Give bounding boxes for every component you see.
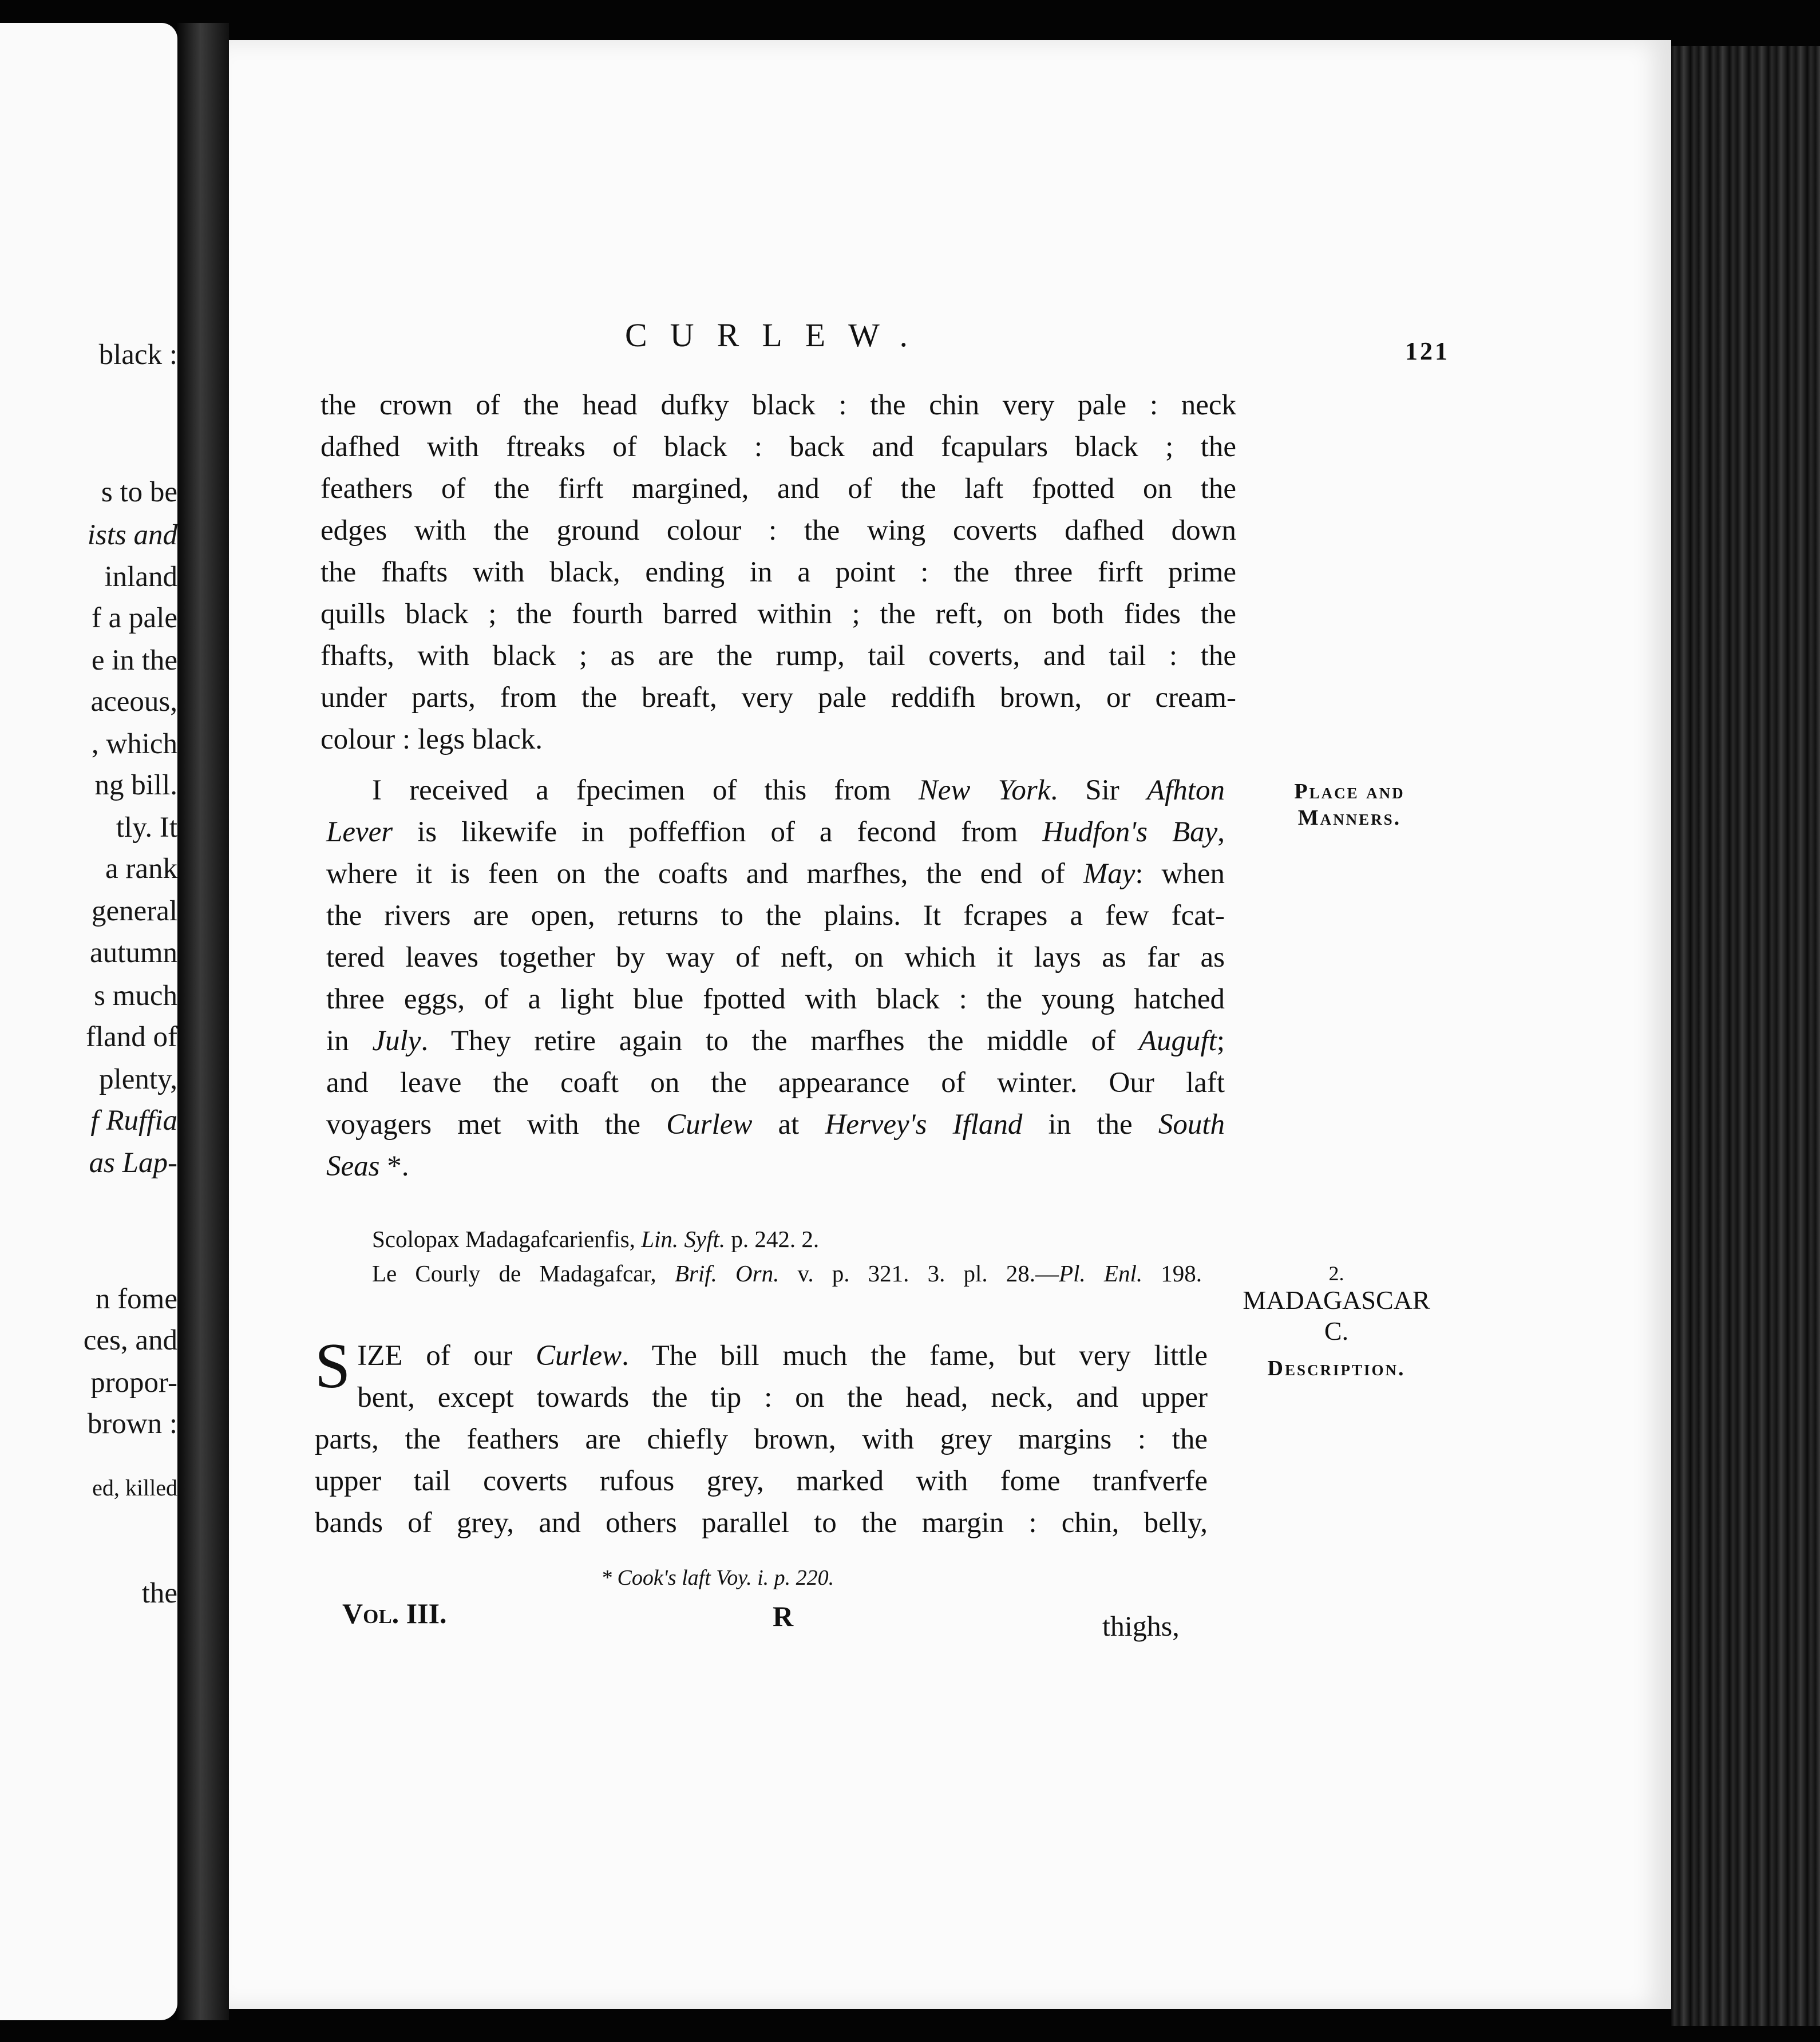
text-line: where it is feen on the coafts and marfhes, the end of May: when <box>326 858 1225 890</box>
facing-page-line-fragment: ces, and <box>83 1324 177 1356</box>
place-name: Hervey's Ifland <box>825 1109 1023 1141</box>
species-number: 2. <box>1328 1262 1344 1285</box>
page-number: 121 <box>1405 337 1450 365</box>
text-line: quills black ; the fourth barred within ; the reft, on both fides the <box>321 598 1236 630</box>
facing-page-line-fragment: ng bill. <box>94 769 177 801</box>
species-heading-suffix: C. <box>1324 1316 1349 1345</box>
text-line: under parts, from the breaft, very pale reddifh brown, or cream- <box>321 682 1236 714</box>
catchword: thighs, <box>1102 1610 1180 1642</box>
drop-cap: S <box>315 1331 351 1402</box>
text-line <box>326 1146 1225 1188</box>
facing-page-line-fragment: s to be <box>101 476 177 508</box>
text-line: in July. They retire again to the marfhes the middle of Auguft; <box>326 1025 1225 1057</box>
person-name: Afhton <box>1146 774 1225 806</box>
gathering-signature: R <box>773 1600 794 1632</box>
facing-page-line-fragment: brown : <box>87 1408 177 1440</box>
month-name: Auguft <box>1138 1025 1217 1057</box>
species-name: Curlew <box>535 1340 622 1372</box>
facing-page-line-fragment: ed, killed <box>92 1475 177 1501</box>
paragraph-place-and-manners <box>326 770 1225 1188</box>
facing-page-line-fragment: autumn <box>90 937 177 969</box>
margin-note-species-heading <box>1216 1262 1457 1347</box>
person-name: Lever <box>326 816 393 848</box>
text-line: the fhafts with black, ending in a point : the three firft prime <box>321 556 1236 588</box>
text-line: bands of grey, and others parallel to the margin : chin, belly, <box>315 1507 1208 1539</box>
facing-page-edge <box>0 23 177 2020</box>
facing-page-line-fragment: as Lap- <box>89 1147 177 1179</box>
text-line: tered leaves together by way of neft, on which it lays as far as <box>326 941 1225 973</box>
text-line: the crown of the head dufky black : the chin very pale : neck <box>321 389 1236 421</box>
facing-page-line-fragment: , which <box>91 728 177 760</box>
place-name: Hudfon's Bay <box>1042 816 1218 848</box>
text-line: voyagers met with the Curlew at Hervey's Ifland in the South <box>326 1109 1225 1141</box>
facing-page-line-fragment: e in the <box>91 644 177 676</box>
text-line: colour : legs black. <box>321 723 543 755</box>
reference-line: Le Courly de Madagafcar, Brif. Orn. v. p. 321. 3. pl. 28.—Pl. Enl. 198. <box>372 1260 1202 1287</box>
text-line: parts, the feathers are chiefly brown, with grey margins : the <box>315 1423 1208 1455</box>
facing-page-line-fragment: a rank <box>105 853 177 885</box>
page-edges-stack <box>1671 46 1820 2026</box>
facing-page-line-fragment: the <box>141 1577 177 1609</box>
text-line: I received a fpecimen of this from New York. Sir Afhton <box>372 774 1225 806</box>
paragraph-description-continued <box>321 385 1236 761</box>
facing-page-line-fragment: ists and <box>87 519 177 551</box>
text-line: bent, except towards the tip : on the head, neck, and upper <box>357 1382 1208 1414</box>
footnote: * Cook's laft Voy. i. p. 220. <box>601 1566 834 1590</box>
margin-note-place-and-manners: Place and Manners. <box>1294 779 1405 830</box>
text-line: the rivers are open, returns to the plains. It fcrapes a few fcat- <box>326 900 1225 932</box>
place-name: South <box>1158 1109 1225 1141</box>
place-name: Seas <box>326 1150 380 1182</box>
footnote-marker: *. <box>379 1150 409 1182</box>
text-line: feathers of the firft margined, and of the laft fpotted on the <box>321 473 1236 505</box>
facing-page-line-fragment: black : <box>98 339 177 371</box>
book-gutter <box>177 23 229 2020</box>
synonym-references <box>372 1222 1202 1291</box>
facing-page-line-fragment: aceous, <box>90 686 177 718</box>
facing-page-line-fragment: propor- <box>90 1367 177 1399</box>
volume-signature: Vol. III. <box>342 1597 447 1629</box>
text-line: and leave the coaft on the appearance of winter. Our laft <box>326 1067 1225 1099</box>
facing-page-line-fragment: fland of <box>85 1021 177 1053</box>
text-line: IZE of our Curlew. The bill much the fame, but very little <box>357 1340 1208 1372</box>
text-line: edges with the ground colour : the wing coverts dafhed down <box>321 515 1236 547</box>
species-heading: MADAGASCAR <box>1243 1285 1430 1315</box>
month-name: May <box>1083 858 1135 890</box>
facing-page-line-fragment: inland <box>104 561 177 593</box>
paragraph-madagascar-description <box>315 1331 1208 1544</box>
facing-page-line-fragment: f a pale <box>91 602 177 634</box>
facing-page-line-fragment: n fome <box>95 1283 177 1315</box>
reference-line: Scolopax Madagafcarienfis, Lin. Syft. p. 242. 2. <box>372 1226 820 1252</box>
text-line: fhafts, with black ; as are the rump, tail coverts, and tail : the <box>321 640 1236 672</box>
facing-page-line-fragment: plenty, <box>99 1063 177 1095</box>
month-name: July <box>372 1025 421 1057</box>
place-name: New York <box>918 774 1051 806</box>
text-line: three eggs, of a light blue fpotted with black : the young hatched <box>326 983 1225 1015</box>
running-title: CURLEW. <box>625 316 931 354</box>
facing-page-line-fragment: s much <box>94 980 177 1012</box>
species-name: Curlew <box>666 1109 753 1141</box>
margin-note-description: Description. <box>1267 1356 1406 1380</box>
text-line: dafhed with ftreaks of black : back and fcapulars black ; the <box>321 431 1236 463</box>
text-line: Lever is likewife in poffeffion of a fecond from Hudfon's Bay, <box>326 816 1225 848</box>
text-line: upper tail coverts rufous grey, marked with fome tranfverfe <box>315 1465 1208 1497</box>
facing-page-line-fragment: f Ruffia <box>90 1105 177 1137</box>
facing-page-line-fragment: general <box>91 895 177 927</box>
facing-page-line-fragment: tly. It <box>116 812 177 844</box>
